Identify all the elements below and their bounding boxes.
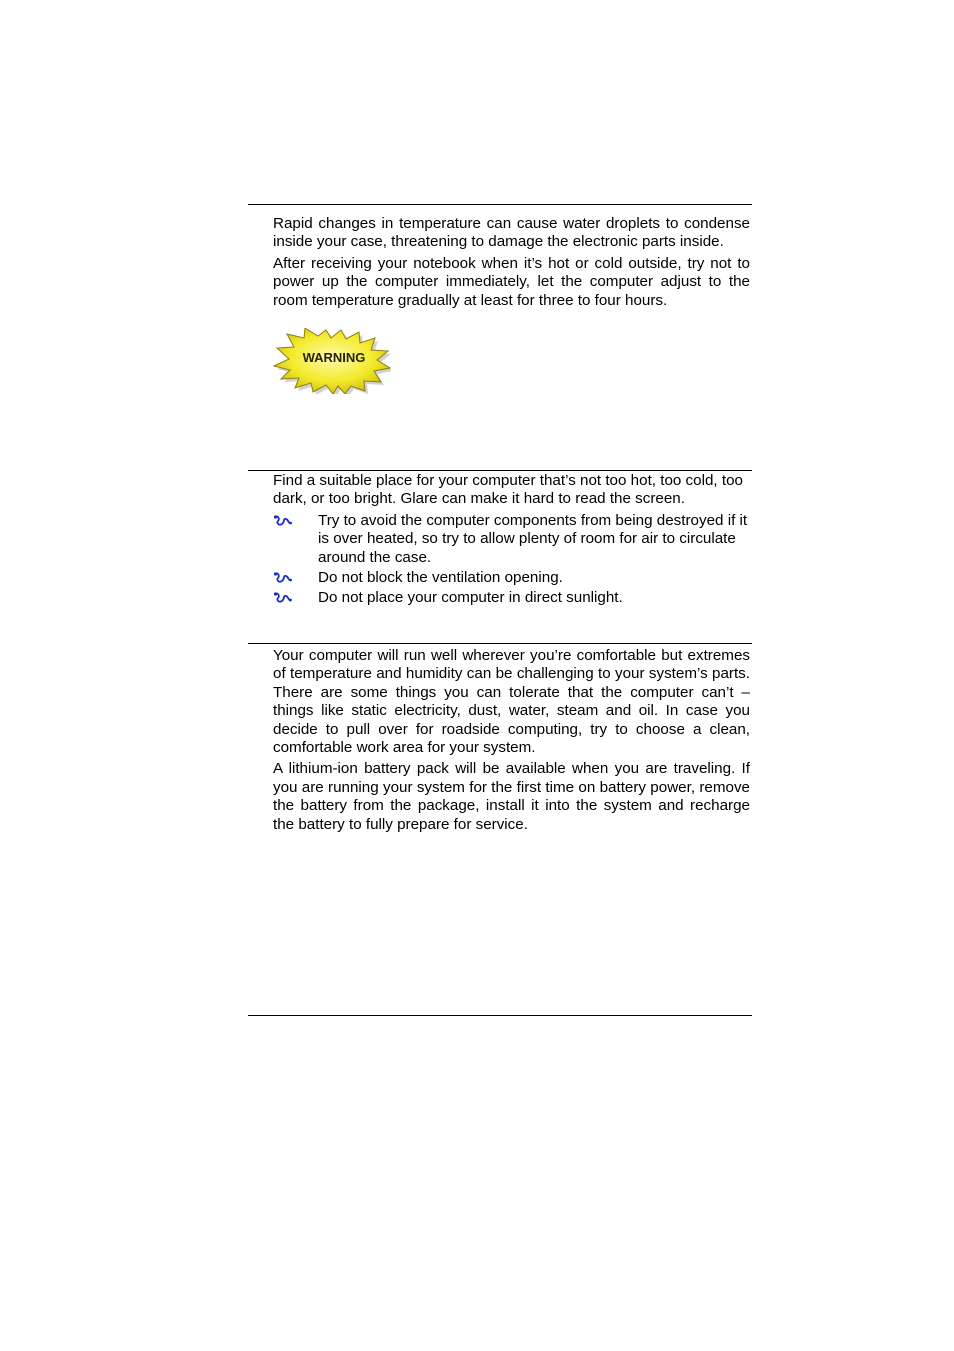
section-placement xyxy=(273,472,750,610)
paragraph-environment: Your computer will run well wherever you’re comfortable but extremes of temperature and humidity can be challenging to your system’s parts. There are some things you can tolerate that the computer can’t – things like static electricity, dust, water, steam and oil. In case you decide to pull over for roadside computing, try to choose a clean, comfortable work area for your system. xyxy=(273,647,750,757)
list-item xyxy=(273,569,750,587)
warning-starburst-icon xyxy=(273,328,391,394)
bullet-text: Try to avoid the computer components from being destroyed if it is over heated, so try to allow plenty of room for air to circulate around the case. xyxy=(318,511,748,566)
section-travel xyxy=(273,647,750,837)
swirl-bullet-icon xyxy=(273,571,293,585)
bullet-list xyxy=(273,512,750,608)
paragraph-adjust-temperature: After receiving your notebook when it’s hot or cold outside, try not to power up the computer immediately, let the computer adjust to the room temperature gradually at least for three to four hours. xyxy=(273,254,750,309)
list-item xyxy=(273,512,750,567)
section-rule-3 xyxy=(248,643,752,644)
paragraph-condensation: Rapid changes in temperature can cause water droplets to condense inside your case, threatening to damage the electronic parts inside. xyxy=(273,215,750,251)
section-rule-2 xyxy=(248,470,752,471)
list-item xyxy=(273,589,750,607)
paragraph-battery: A lithium-ion battery pack will be available when you are traveling. If you are running your system for the first time on battery power, remove the battery from the package, install it into the system and recharge the battery to fully prepare for service. xyxy=(273,760,750,833)
swirl-bullet-icon xyxy=(273,591,293,605)
bullet-text: Do not block the ventilation opening. xyxy=(318,569,563,587)
swirl-bullet-icon xyxy=(273,514,293,528)
bullet-text: Do not place your computer in direct sunlight. xyxy=(318,589,623,607)
paragraph-suitable-place: Find a suitable place for your computer that’s not too hot, too cold, too dark, or too bright. Glare can make it hard to read the screen. xyxy=(273,472,743,508)
header-rule xyxy=(248,204,752,205)
warning-label: WARNING xyxy=(302,350,366,365)
footer-rule xyxy=(248,1015,752,1016)
section-temperature-changes xyxy=(273,215,750,313)
